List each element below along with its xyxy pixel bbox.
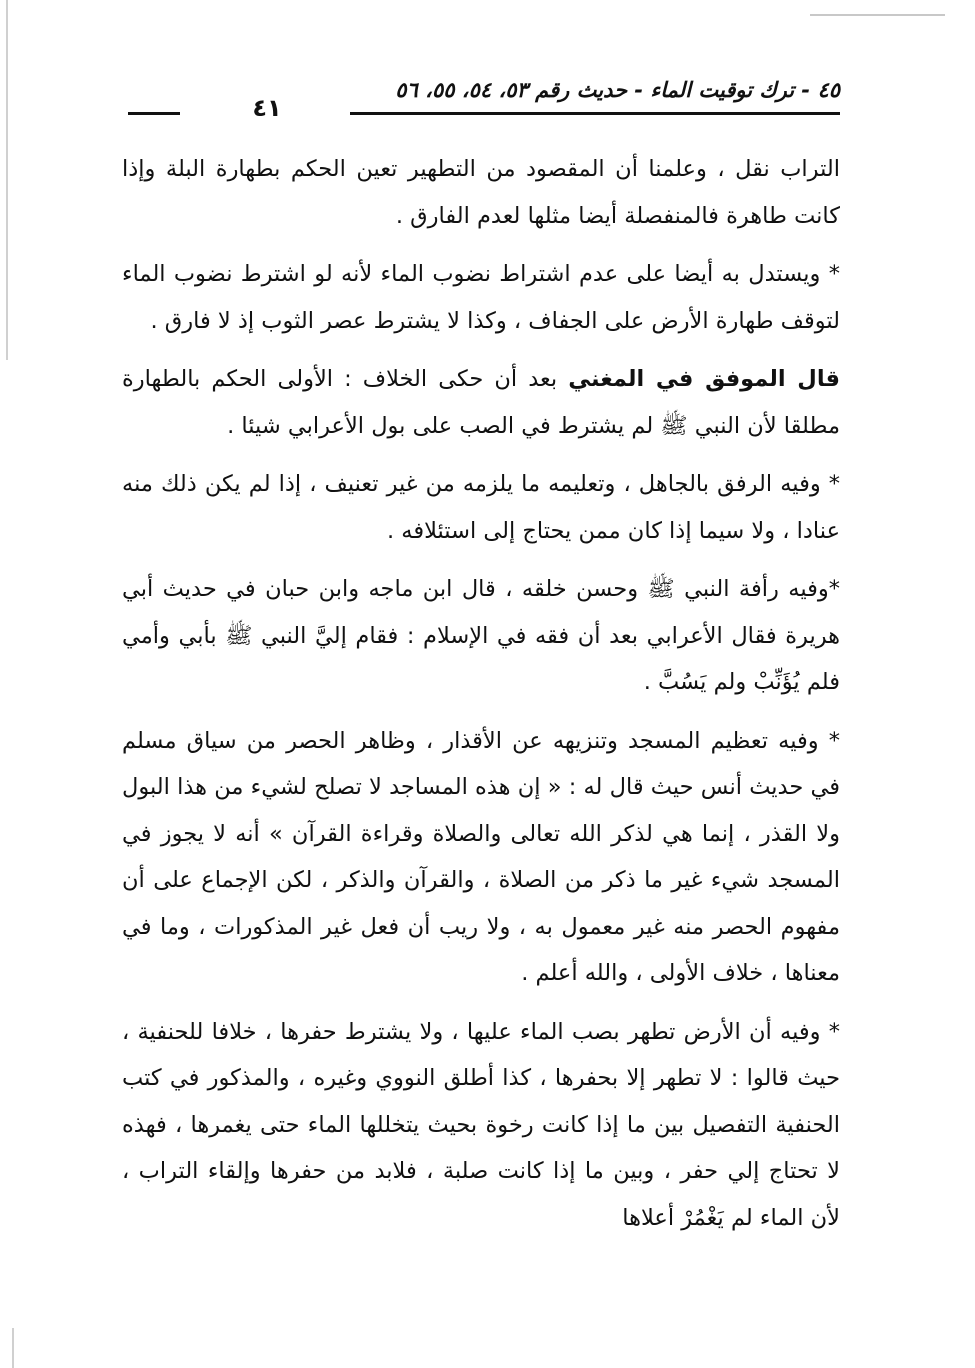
scan-edge-mark xyxy=(6,0,8,360)
paragraph xyxy=(122,1009,840,1242)
scan-edge-mark xyxy=(12,1328,14,1368)
page-header xyxy=(122,72,840,132)
paragraph xyxy=(122,461,840,554)
paragraph-text: بعد أن حكى الخلاف : الأولى الحكم بالطهارة مطلقا لأن النبي ﷺ لم يشترط في الصب على بول الأعرابي شيئا . xyxy=(122,366,840,439)
paragraph xyxy=(122,251,840,344)
scan-edge-mark xyxy=(810,14,945,16)
paragraph-lead: قال الموفق في المغني xyxy=(568,366,840,392)
paragraph xyxy=(122,718,840,997)
paragraph-text: * وفيه الرفق بالجاهل ، وتعليمه ما يلزمه من غير تعنيف ، إذا لم يكن ذلك منه عنادا ، ولا سيما إذا كان ممن يحتاج إلى استئلافه . xyxy=(122,471,840,544)
paragraph xyxy=(122,356,840,449)
paragraph-text: *وفيه رأفة النبي ﷺ وحسن خلقه ، قال ابن ماجه وابن حبان في حديث أبي هريرة فقال الأعرابي بعد أن فقه في الإسلام : فقام إليَّ النبي ﷺ بأبي وأمي فلم يُؤَنِّبْ ولم يَسُبَّ . xyxy=(122,576,840,695)
paragraph-text: التراب نقل ، وعلمنا أن المقصود من التطهير تعين الحكم بطهارة البلة وإذا كانت طاهرة فالمنفصلة أيضا مثلها لعدم الفارق . xyxy=(122,156,840,229)
paragraph-text: * وفيه أن الأرض تطهر بصب الماء عليها ، ولا يشترط حفرها ، خلافا للحنفية ، حيث قالوا : لا تطهر إلا بحفرها ، كذا أطلق النووي وغيره ، والمذكور في كتب الحنفية التفصيل بين ما إذا كانت رخوة بحيث يتخللها الماء حتى يغمرها ، فهذه لا تحتاج إلي حفر ، وبين ما إذا كانت صلبة ، فلابد من حفرها وإلقاء التراب ، لأن الماء لم يَغْمُرْ أعلاها xyxy=(122,1018,840,1231)
page-body xyxy=(122,146,840,1253)
paragraph-text: * ويستدل به أيضا على عدم اشتراط نضوب الماء لأنه لو اشترط نضوب الماء لتوقف طهارة الأرض على الجفاف ، وكذا لا يشترط عصر الثوب إذ لا فارق . xyxy=(122,261,840,334)
paragraph-text: * وفيه تعظيم المسجد وتنزيهه عن الأقذار ، وظاهر الحصر من سياق مسلم في حديث أنس حيث قال له : « إن هذه المساجد لا تصلح لشيء من هذا البول ولا القذر ، إنما هي لذكر الله تعالى والصلاة وقراءة القرآن » أنه لا يجوز في المسجد شيء غير ما ذكر من الصلاة ، والقرآن والذكر ، لكن الإجماع على أن مفهوم الحصر منه غير معمول به ، ولا ريب أن فعل غير المذكورات ، وما في معناها ، خلاف الأولى ، والله أعلم . xyxy=(122,727,840,986)
page-number: ٤١ xyxy=(252,94,282,122)
header-rule xyxy=(350,112,840,115)
header-rule xyxy=(128,112,180,115)
paragraph xyxy=(122,146,840,239)
paragraph xyxy=(122,566,840,706)
running-title: ٤٥ - ترك توقيت الماء - حديث رقم ٥٣، ٥٤، ٥٥، ٥٦ xyxy=(395,78,840,102)
